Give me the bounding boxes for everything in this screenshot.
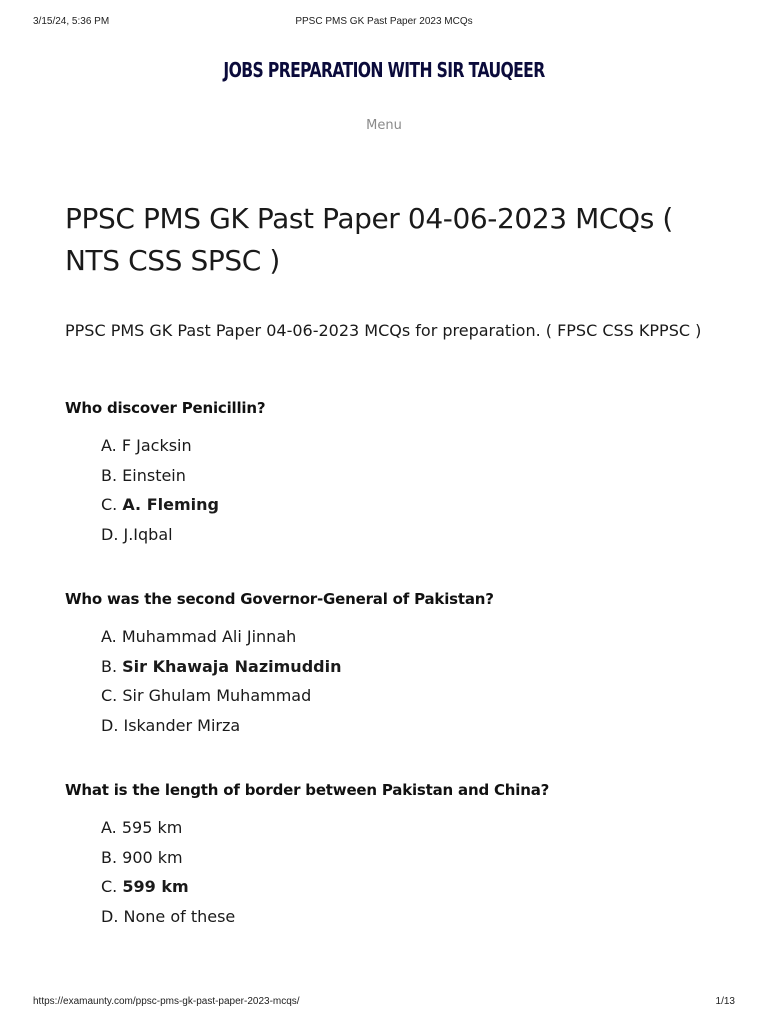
option-letter: C. [101,686,118,705]
print-document-title: PPSC PMS GK Past Paper 2023 MCQs [295,16,473,27]
option-letter: D. [101,524,119,544]
option-item [101,711,341,741]
option-item [101,461,219,491]
question-block [65,588,725,735]
print-footer [33,996,735,1010]
correct-answer: 599 km [122,877,189,896]
print-datetime: 3/15/24, 5:36 PM [33,16,110,27]
option-text: F Jacksin [121,436,192,455]
option-text: Iskander Mirza [123,715,241,735]
post-intro: PPSC PMS GK Past Paper 04-06-2023 MCQs for preparation. ( FPSC CSS KPPSC ) [65,321,702,340]
option-text: J.Iqbal [123,524,173,544]
options-list [101,813,235,931]
option-item [101,813,235,843]
option-item [101,520,219,550]
option-item [101,902,235,932]
option-text: 900 km [122,847,183,867]
option-letter: D. [101,906,119,926]
site-title[interactable]: JOBS PREPARATION WITH SIR TAUQEER [223,58,545,82]
question-text: What is the length of border between Pakistan and China? [65,781,550,799]
option-letter: B. [101,465,118,485]
options-list [101,431,219,549]
post-title: PPSC PMS GK Past Paper 04-06-2023 MCQs ( NTS CSS SPSC ) [65,202,673,277]
option-item [101,681,341,711]
option-letter: C. [101,495,118,514]
options-list [101,622,341,740]
option-item [101,843,235,873]
print-header [33,16,735,30]
option-item [101,490,219,520]
question-block [65,397,725,544]
option-letter: A. [101,818,117,837]
option-item [101,622,341,652]
option-text: None of these [123,906,236,926]
option-letter: A. [101,627,117,646]
option-text: Einstein [122,465,186,485]
correct-answer: Sir Khawaja Nazimuddin [122,656,342,676]
correct-answer: A. Fleming [122,495,219,514]
option-letter: B. [101,656,118,676]
option-letter: A. [101,436,117,455]
option-letter: D. [101,715,119,735]
option-text: 595 km [121,818,183,837]
option-letter: C. [101,877,118,896]
question-text: Who was the second Governor-General of Pakistan? [65,590,494,608]
menu-button[interactable]: Menu [366,118,402,133]
option-item [101,872,235,902]
page-url[interactable]: https://examaunty.com/ppsc-pms-gk-past-paper-2023-mcqs/ [33,996,300,1007]
option-letter: B. [101,847,118,867]
page-number: 1/13 [715,996,735,1007]
question-block [65,779,725,926]
option-text: Sir Ghulam Muhammad [122,686,312,705]
option-item [101,431,219,461]
question-text: Who discover Penicillin? [65,399,266,417]
option-item [101,652,341,682]
option-text: Muhammad Ali Jinnah [121,627,297,646]
